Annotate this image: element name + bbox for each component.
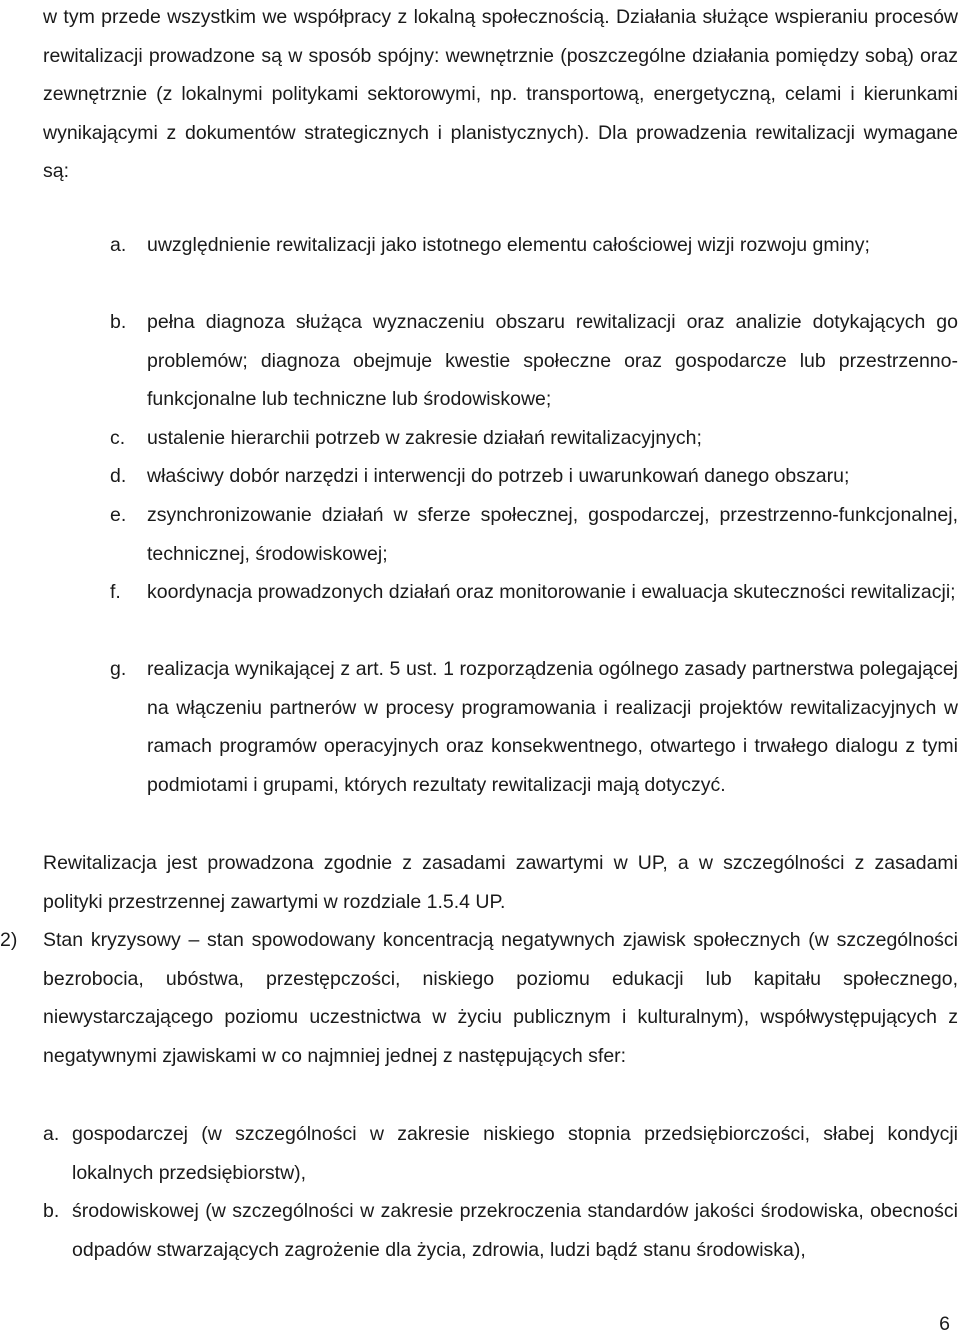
sphere-item-a xyxy=(43,1115,958,1192)
item-text: realizacja wynikającej z art. 5 ust. 1 rozporządzenia ogólnego zasady partnerstwa polegającej na włączeniu partnerów w procesy programowania i realizacji projektów rewitalizacyjnych w ramach programów operacyjnych oraz konsekwentnego, otwartego i trwałego dialogu z tymi podmiotami i grupami, których rezultaty rewitalizacji mają dotyczyć. xyxy=(147,658,958,796)
item-label: e. xyxy=(110,504,127,526)
item-label: a. xyxy=(110,234,127,256)
definition-text: Stan kryzysowy – stan spowodowany koncentracją negatywnych zjawisk społecznych (w szczególności bezrobocia, ubóstwa, przestępczości, niskiego poziomu edukacji lub kapitału społecznego, niewystarczającego poziomu uczestnictwa w życiu publicznym i kulturalnym), współwystępujących z negatywnymi zjawiskami w co najmniej jednej z następujących sfer: xyxy=(43,929,958,1067)
item-label: b. xyxy=(43,1200,60,1222)
item-text: koordynacja prowadzonych działań oraz monitorowanie i ewaluacja skuteczności rewitalizacji; xyxy=(147,581,956,603)
item-text: środowiskowej (w szczególności w zakresie przekroczenia standardów jakości środowiska, obecności odpadów stwarzających zagrożenie dla życia, zdrowia, ludzi bądź stanu środowiska), xyxy=(72,1200,958,1261)
requirement-item-e xyxy=(110,496,958,573)
item-text: właściwy dobór narzędzi i interwencji do potrzeb i uwarunkowań danego obszaru; xyxy=(147,465,850,487)
item-text: ustalenie hierarchii potrzeb w zakresie działań rewitalizacyjnych; xyxy=(147,427,702,449)
item-label: a. xyxy=(43,1123,60,1145)
item-text: zsynchronizowanie działań w sferze społecznej, gospodarczej, przestrzenno-funkcjonalnej, technicznej, środowiskowej; xyxy=(147,504,958,565)
requirement-item-d xyxy=(110,457,958,496)
definition-number: 2) xyxy=(0,929,18,951)
intro-paragraph: w tym przede wszystkim we współpracy z lokalną społecznością. Działania służące wspieraniu procesów rewitalizacji prowadzone są w sposób spójny: wewnętrznie (poszczególne działania pomiędzy sobą) oraz zewnętrznie (z lokalnymi politykami sektorowymi, np. transportową, energetyczną, celami i kierunkami wynikającymi z dokumentów strategicznych i planistycznych). Dla prowadzenia rewitalizacji wymagane są: xyxy=(43,6,958,183)
item-label: b. xyxy=(110,311,127,333)
page-number: 6 xyxy=(939,1313,950,1335)
item-label: c. xyxy=(110,427,126,449)
requirement-item-c xyxy=(110,419,958,458)
item-label: g. xyxy=(110,658,127,680)
requirement-item-g xyxy=(110,650,958,804)
requirement-item-b xyxy=(110,303,958,419)
item-label: f. xyxy=(110,581,121,603)
item-text: uwzględnienie rewitalizacji jako istotnego elementu całościowej wizji rozwoju gminy; xyxy=(147,234,870,256)
definition-2-paragraph xyxy=(0,921,958,1075)
closing-paragraph: Rewitalizacja jest prowadzona zgodnie z zasadami zawartymi w UP, a w szczególności z zasadami polityki przestrzennej zawartymi w rozdziale 1.5.4 UP. xyxy=(43,852,958,913)
item-text: gospodarczej (w szczególności w zakresie niskiego stopnia przedsiębiorczości, słabej kondycji lokalnych przedsiębiorstw), xyxy=(72,1123,958,1184)
item-label: d. xyxy=(110,465,127,487)
requirement-item-a xyxy=(110,226,958,265)
sphere-item-b xyxy=(43,1192,958,1269)
item-text: pełna diagnoza służąca wyznaczeniu obszaru rewitalizacji oraz analizie dotykających go problemów; diagnoza obejmuje kwestie społeczne oraz gospodarcze lub przestrzenno-funkcjonalne lub techniczne lub środowiskowe; xyxy=(147,311,958,411)
requirement-item-f xyxy=(110,573,958,612)
